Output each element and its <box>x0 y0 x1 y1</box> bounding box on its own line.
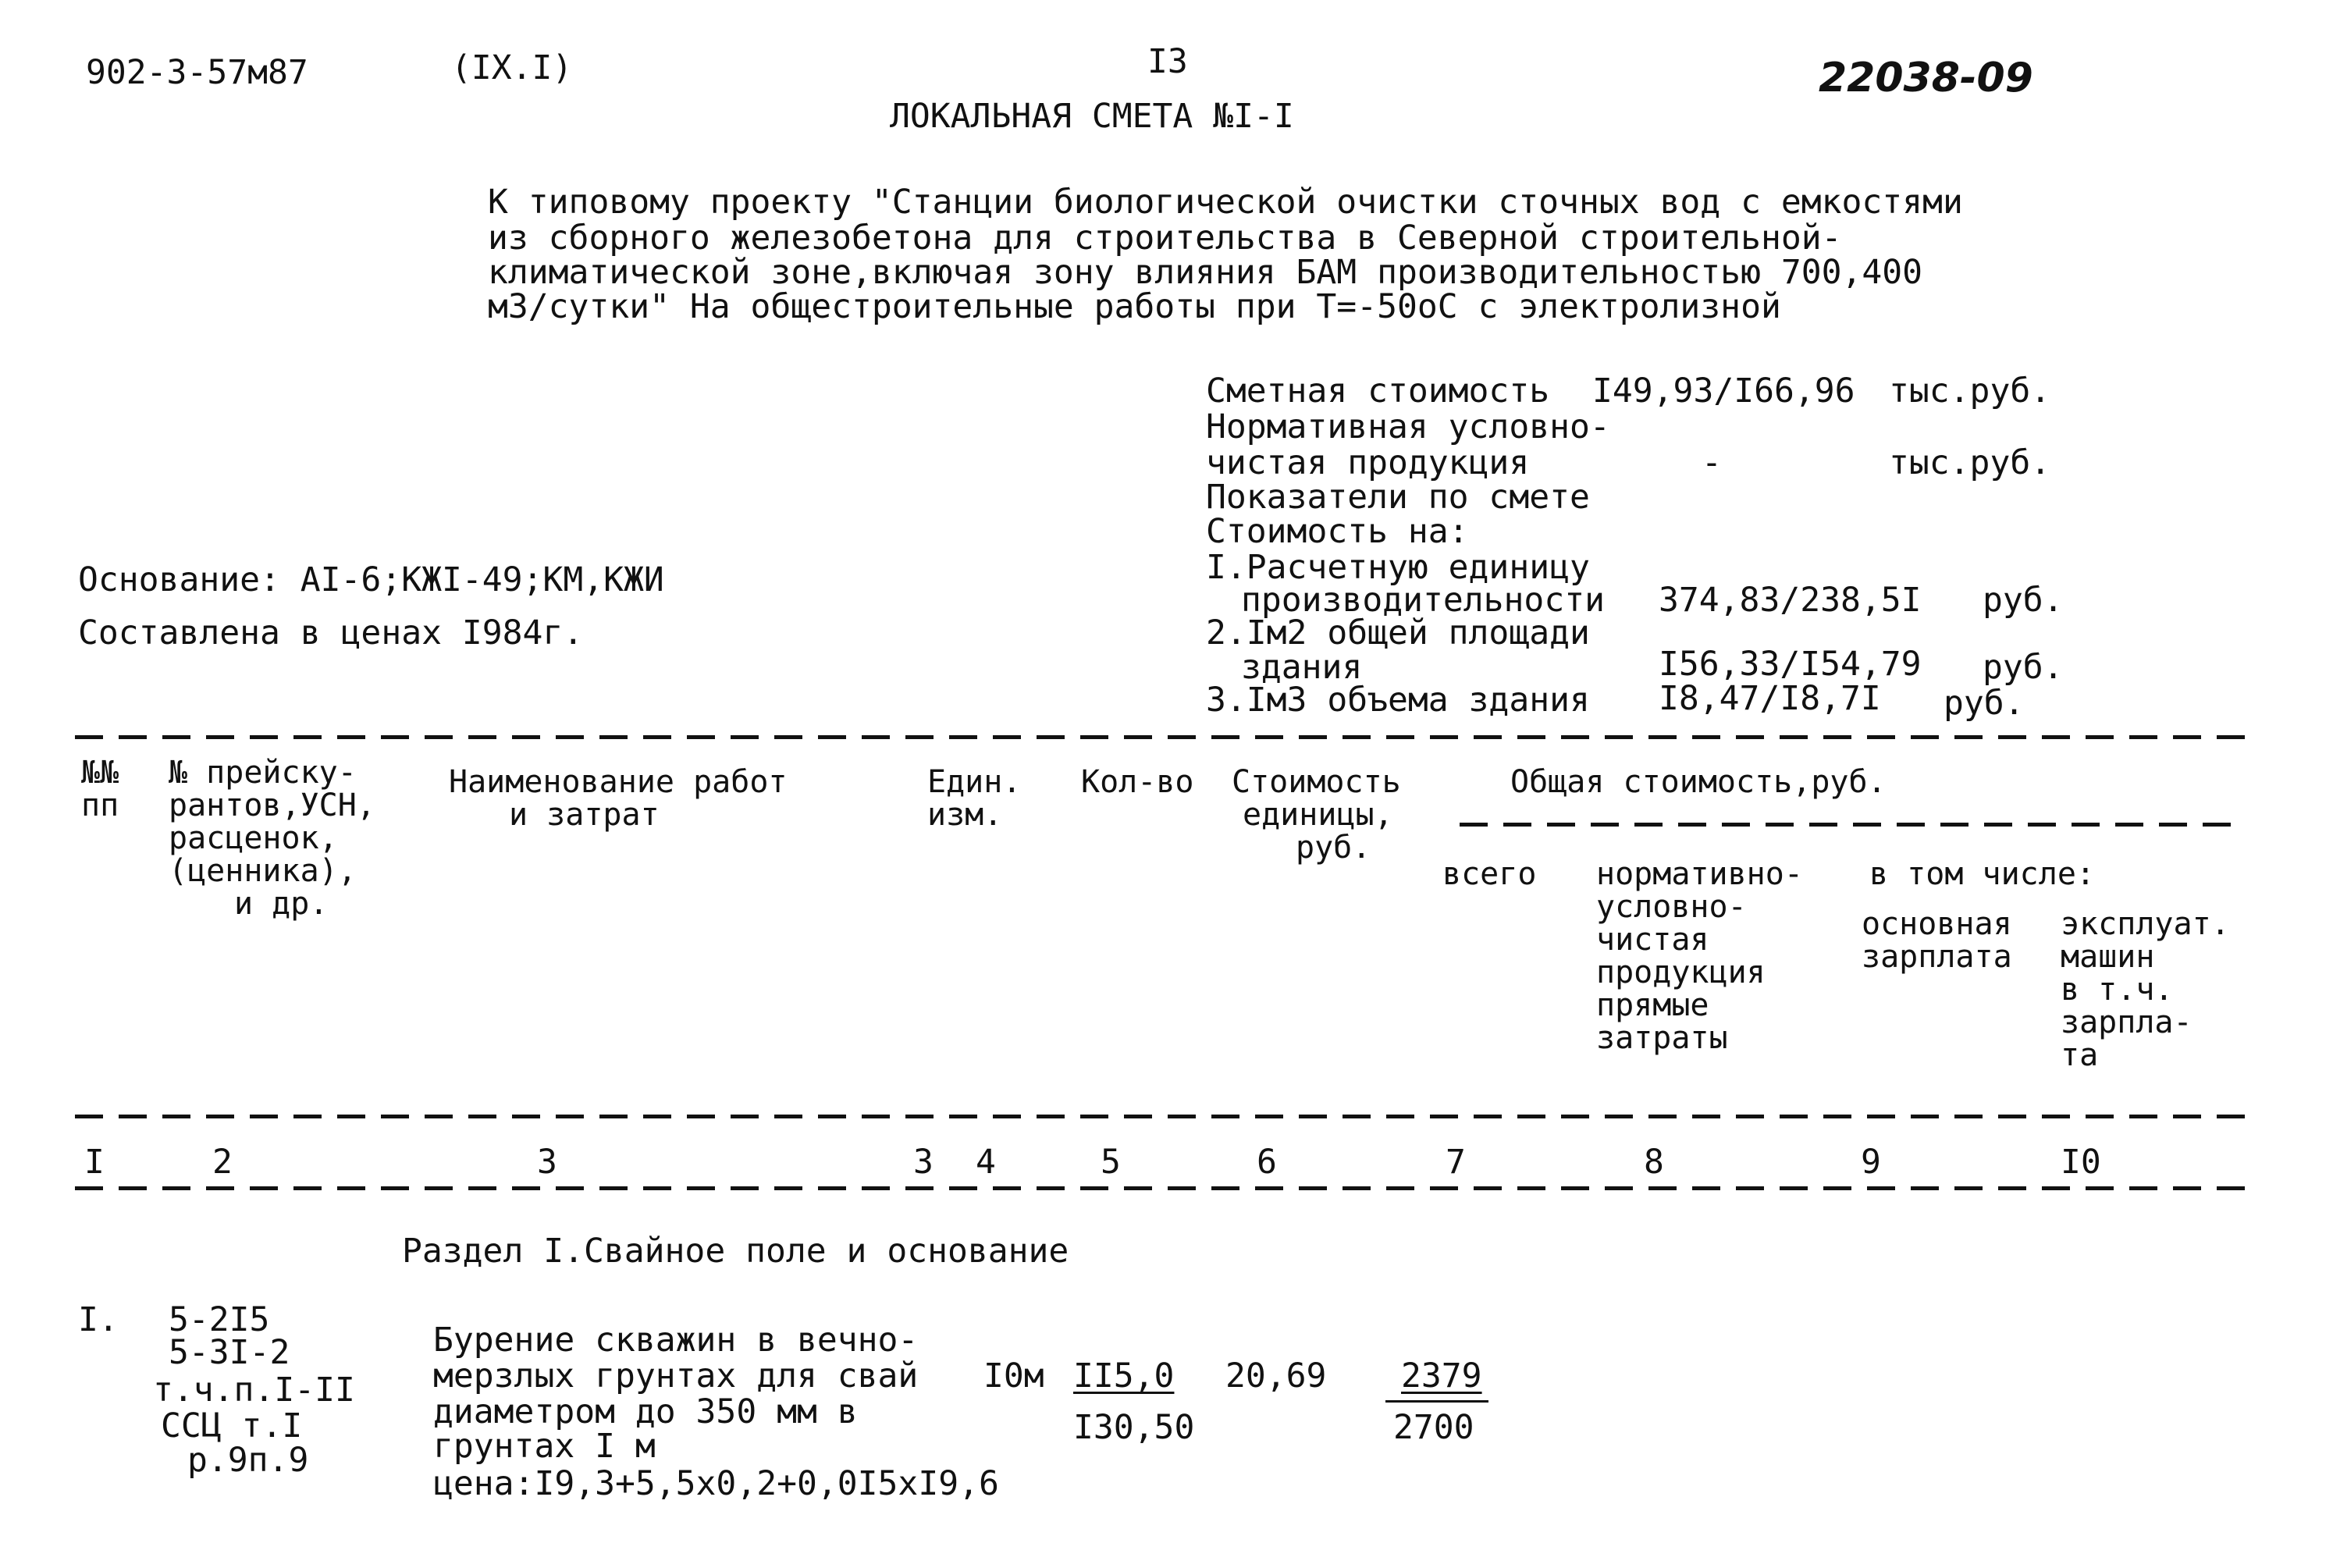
row-total-top: 2379 <box>1401 1356 1482 1396</box>
item2-label-2: здания <box>1241 648 1363 687</box>
col8-header-line3: чистая <box>1596 922 1709 958</box>
col2-header-line1: № прейску- <box>169 755 357 791</box>
normative-label-2: чистая продукция <box>1206 443 1530 482</box>
row-code-4: ССЦ т.I <box>161 1406 303 1445</box>
item1-label-2: производительности <box>1241 581 1605 620</box>
col3-header-line2: и затрат <box>509 797 660 833</box>
row-name-line-1: Бурение скважин в вечно- <box>433 1321 919 1360</box>
normative-label-1: Нормативная условно- <box>1206 407 1610 446</box>
cost-label: Сметная стоимость <box>1206 372 1550 411</box>
page-number: I3 <box>1147 42 1188 81</box>
page-title: ЛОКАЛЬНАЯ СМЕТА №I-I <box>890 97 1294 136</box>
row-code-1: 5-2I5 <box>169 1300 270 1339</box>
row-name-line-5: цена:I9,3+5,5х0,2+0,0I5хI9,6 <box>433 1464 999 1503</box>
col2-header-line5: и др. <box>234 886 329 922</box>
col4-header-line1: Един. <box>927 764 1022 800</box>
row-total-divider <box>1385 1400 1488 1403</box>
col8-header-line6: затраты <box>1596 1020 1728 1056</box>
col9-header-line1: основная <box>1862 906 2012 942</box>
colnum-9: 9 <box>1861 1143 1881 1182</box>
colnum-8: 8 <box>1644 1143 1664 1182</box>
cost-on-label: Стоимость на: <box>1206 512 1469 551</box>
total-cost-rule <box>1460 823 2245 827</box>
table-top-rule <box>75 735 2245 739</box>
normative-unit: тыс.руб. <box>1889 443 2051 482</box>
col4-header-line2: изм. <box>927 797 1003 833</box>
item2-label-1: 2.Iм2 общей площади <box>1206 613 1590 652</box>
col6-header-line3: руб. <box>1296 830 1371 866</box>
col6-header-line1: Стоимость <box>1232 764 1401 800</box>
col5-header: Кол-во <box>1081 764 1194 800</box>
col8-header-line1: нормативно- <box>1596 856 1803 892</box>
colnum-1: I <box>84 1143 105 1182</box>
intro-line-1: К типовому проекту "Станции биологической очистки сточных вод с емкостями <box>488 183 1963 222</box>
col2-header-line4: (ценника), <box>169 853 357 889</box>
basis-line: Основание: АI-6;КЖI-49;КМ,КЖИ <box>78 560 664 599</box>
col10-header-line5: та <box>2061 1037 2099 1073</box>
row-qty-bottom: I30,50 <box>1073 1408 1195 1447</box>
col10-header-line1: эксплуат. <box>2061 906 2230 942</box>
colnum-5: 5 <box>1101 1143 1121 1182</box>
item2-value: I56,33/I54,79 <box>1659 645 1922 684</box>
document-code: 902-3-57м87 <box>86 53 308 92</box>
row-qty-top: II5,0 <box>1073 1356 1175 1396</box>
intro-line-2: из сборного железобетона для строительства в Северной строительной- <box>488 219 1842 258</box>
row-name-line-3: диаметром до 350 мм в <box>433 1392 858 1431</box>
item1-unit: руб. <box>1983 581 2064 620</box>
row-code-5: р.9п.9 <box>187 1441 309 1480</box>
item1-value: 374,83/238,5I <box>1659 581 1922 620</box>
col2-header-line3: расценок, <box>169 820 338 856</box>
column-numbers-rule <box>75 1186 2245 1190</box>
colnum-6: 6 <box>1257 1143 1277 1182</box>
col7-header: всего <box>1442 856 1537 892</box>
including-header: в том числе: <box>1869 856 2095 892</box>
intro-line-3: климатической зоне,включая зону влияния БАМ производительностью 700,400 <box>488 253 1923 292</box>
col10-header-line3: в т.ч. <box>2061 972 2174 1008</box>
colnum-7: 7 <box>1446 1143 1466 1182</box>
col3-header-line1: Наименование работ <box>449 764 788 800</box>
indicators-label: Показатели по смете <box>1206 478 1590 517</box>
item2-unit: руб. <box>1983 648 2064 687</box>
prices-line: Составлена в ценах I984г. <box>78 613 584 652</box>
col1-header-line2: пп <box>81 788 119 823</box>
total-cost-header: Общая стоимость,руб. <box>1510 764 1887 800</box>
intro-line-4: м3/сутки" На общестроительные работы при Т=-50оС с электролизной <box>488 287 1781 326</box>
row-unit: I0м <box>983 1356 1044 1396</box>
colnum-4: 4 <box>976 1143 996 1182</box>
row-name-line-2: мерзлых грунтах для свай <box>433 1356 919 1396</box>
row-name-line-4: грунтах I м <box>433 1427 656 1466</box>
colnum-3: 3 <box>537 1143 557 1182</box>
col9-header-line2: зарплата <box>1862 939 2012 975</box>
item3-label: 3.Iм3 объема здания <box>1206 681 1590 720</box>
item3-unit: руб. <box>1944 684 2025 723</box>
section-title: Раздел I.Свайное поле и основание <box>402 1232 1069 1271</box>
handwritten-stamp: 22038-09 <box>1819 55 2033 101</box>
item1-label-1: I.Расчетную единицу <box>1206 548 1590 587</box>
row-code-3: т.ч.п.I-II <box>153 1371 355 1410</box>
col2-header-line2: рантов,УСН, <box>169 788 375 823</box>
row-total-bottom: 2700 <box>1393 1408 1474 1447</box>
col6-header-line2: единицы, <box>1243 797 1393 833</box>
row-code-2: 5-3I-2 <box>169 1333 290 1372</box>
row-unit-cost: 20,69 <box>1225 1356 1327 1396</box>
section-code: (IX.I) <box>451 48 573 87</box>
colnum-3b: 3 <box>913 1143 934 1182</box>
colnum-2: 2 <box>212 1143 233 1182</box>
col8-header-line4: продукция <box>1596 955 1766 990</box>
table-header-bottom-rule <box>75 1115 2245 1118</box>
item3-value: I8,47/I8,7I <box>1659 679 1881 718</box>
col10-header-line2: машин <box>2061 939 2155 975</box>
cost-value: I49,93/I66,96 <box>1592 372 1855 411</box>
col1-header-line1: №№ <box>81 755 119 791</box>
col8-header-line2: условно- <box>1596 889 1747 925</box>
cost-unit: тыс.руб. <box>1889 372 2051 411</box>
colnum-10: I0 <box>2061 1143 2101 1182</box>
col8-header-line5: прямые <box>1596 987 1709 1023</box>
normative-value: - <box>1702 443 1722 482</box>
col10-header-line4: зарпла- <box>2061 1004 2193 1040</box>
row-number: I. <box>78 1300 119 1339</box>
